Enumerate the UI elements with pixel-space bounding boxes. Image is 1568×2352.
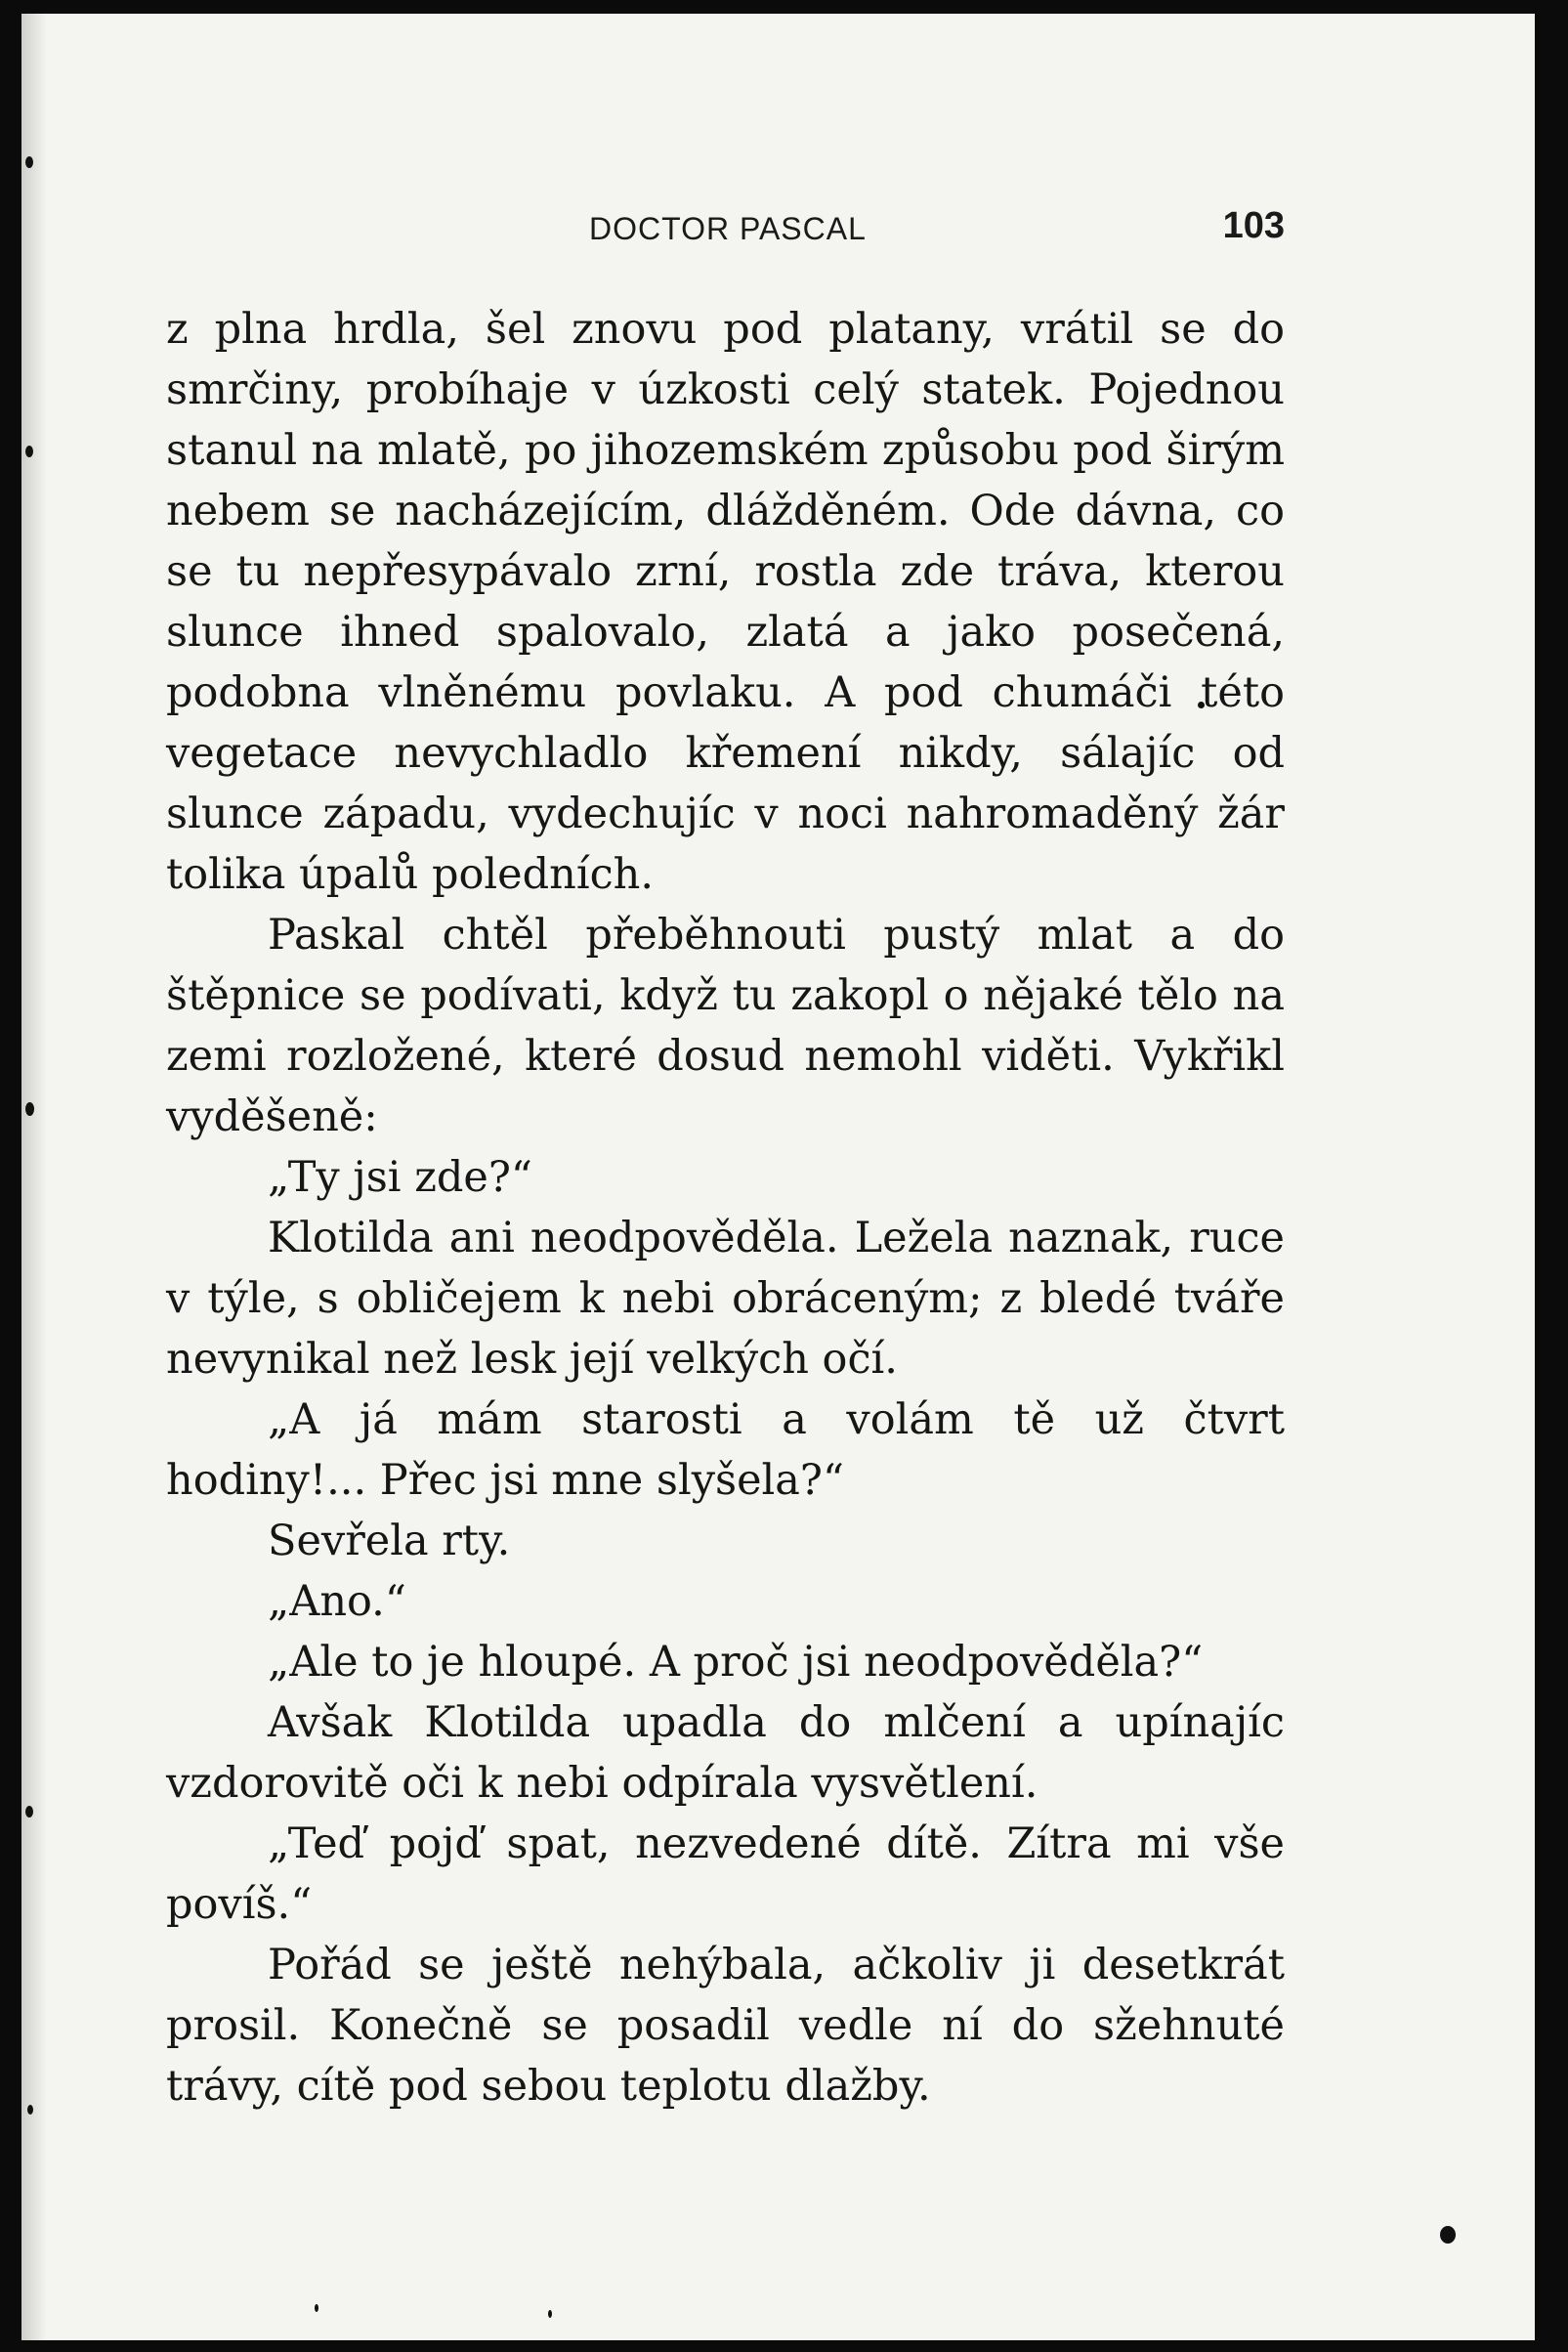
- paragraph: Klotilda ani neodpověděla. Ležela naznak, ruce v týle, s obličejem k nebi obráceným; z bledé tváře nevynikal než lesk její velkých očí.: [166, 1214, 1285, 1384]
- scan-border-bottom: [0, 2340, 1568, 2352]
- scan-speck: [25, 1102, 34, 1116]
- dialogue-line: „Teď pojď spat, nezvedené dítě. Zítra mi vše povíš.“: [166, 1819, 1285, 1929]
- running-title: DOCTOR PASCAL: [589, 211, 867, 246]
- scan-border-top: [0, 0, 1568, 14]
- page-body: [166, 299, 1285, 2117]
- scan-speck: [548, 2310, 552, 2318]
- scan-speck: [25, 156, 33, 168]
- paragraph: Sevřela rty.: [268, 1517, 511, 1565]
- scan-speck: [25, 446, 33, 457]
- paragraph: Paskal chtěl přeběhnouti pustý mlat a do štěpnice se podívati, když tu zakopl o nějaké tělo na zemi rozložené, které dosud nemohl viděti. Vykřikl vyděšeně:: [166, 911, 1285, 1141]
- paragraph: Pořád se ještě nehýbala, ačkoliv ji desetkrát prosil. Konečně se posadil vedle ní do sžehnuté trávy, cítě pod sebou teplotu dlažby.: [166, 1941, 1285, 2111]
- dialogue-line: „Ano.“: [268, 1577, 406, 1626]
- scan-speck: [25, 1806, 33, 1817]
- dialogue-line: „Ale to je hloupé. A proč jsi neodpověděla?“: [268, 1638, 1204, 1687]
- scan-speck: [1440, 2226, 1456, 2244]
- gutter-shadow: [21, 0, 47, 2352]
- paragraph: z plna hrdla, šel znovu pod platany, vrátil se do smrčiny, probíhaje v úzkosti celý statek. Pojednou stanul na mlatě, po jihozemském způsobu pod širým nebem se nacházejícím, dlážděném. Ode dávna, co se tu nepřesypávalo zrní, rostla zde tráva, kterou slunce ihned spalovalo, zlatá a jako posečená, podobna vlněnému povlaku. A pod chumáči této vegetace nevychladlo křemení nikdy, sálajíc od slunce západu, vydechujíc v noci nahromaděný žár tolika úpalů poledních.: [166, 305, 1285, 899]
- page-number: 103: [1222, 205, 1285, 246]
- scan-speck: [315, 2304, 318, 2312]
- dialogue-line: „Ty jsi zde?“: [268, 1153, 532, 1202]
- page-header: [166, 205, 1285, 254]
- scan-speck: [27, 2105, 33, 2115]
- dialogue-line: „A já mám starosti a volám tě už čtvrt hodiny!... Přec jsi mne slyšela?“: [166, 1395, 1285, 1505]
- scan-border-left: [0, 0, 21, 2352]
- scan-border-right: [1535, 0, 1568, 2352]
- paragraph: Avšak Klotilda upadla do mlčení a upínajíc vzdorovitě oči k nebi odpírala vysvětlení.: [166, 1698, 1285, 1808]
